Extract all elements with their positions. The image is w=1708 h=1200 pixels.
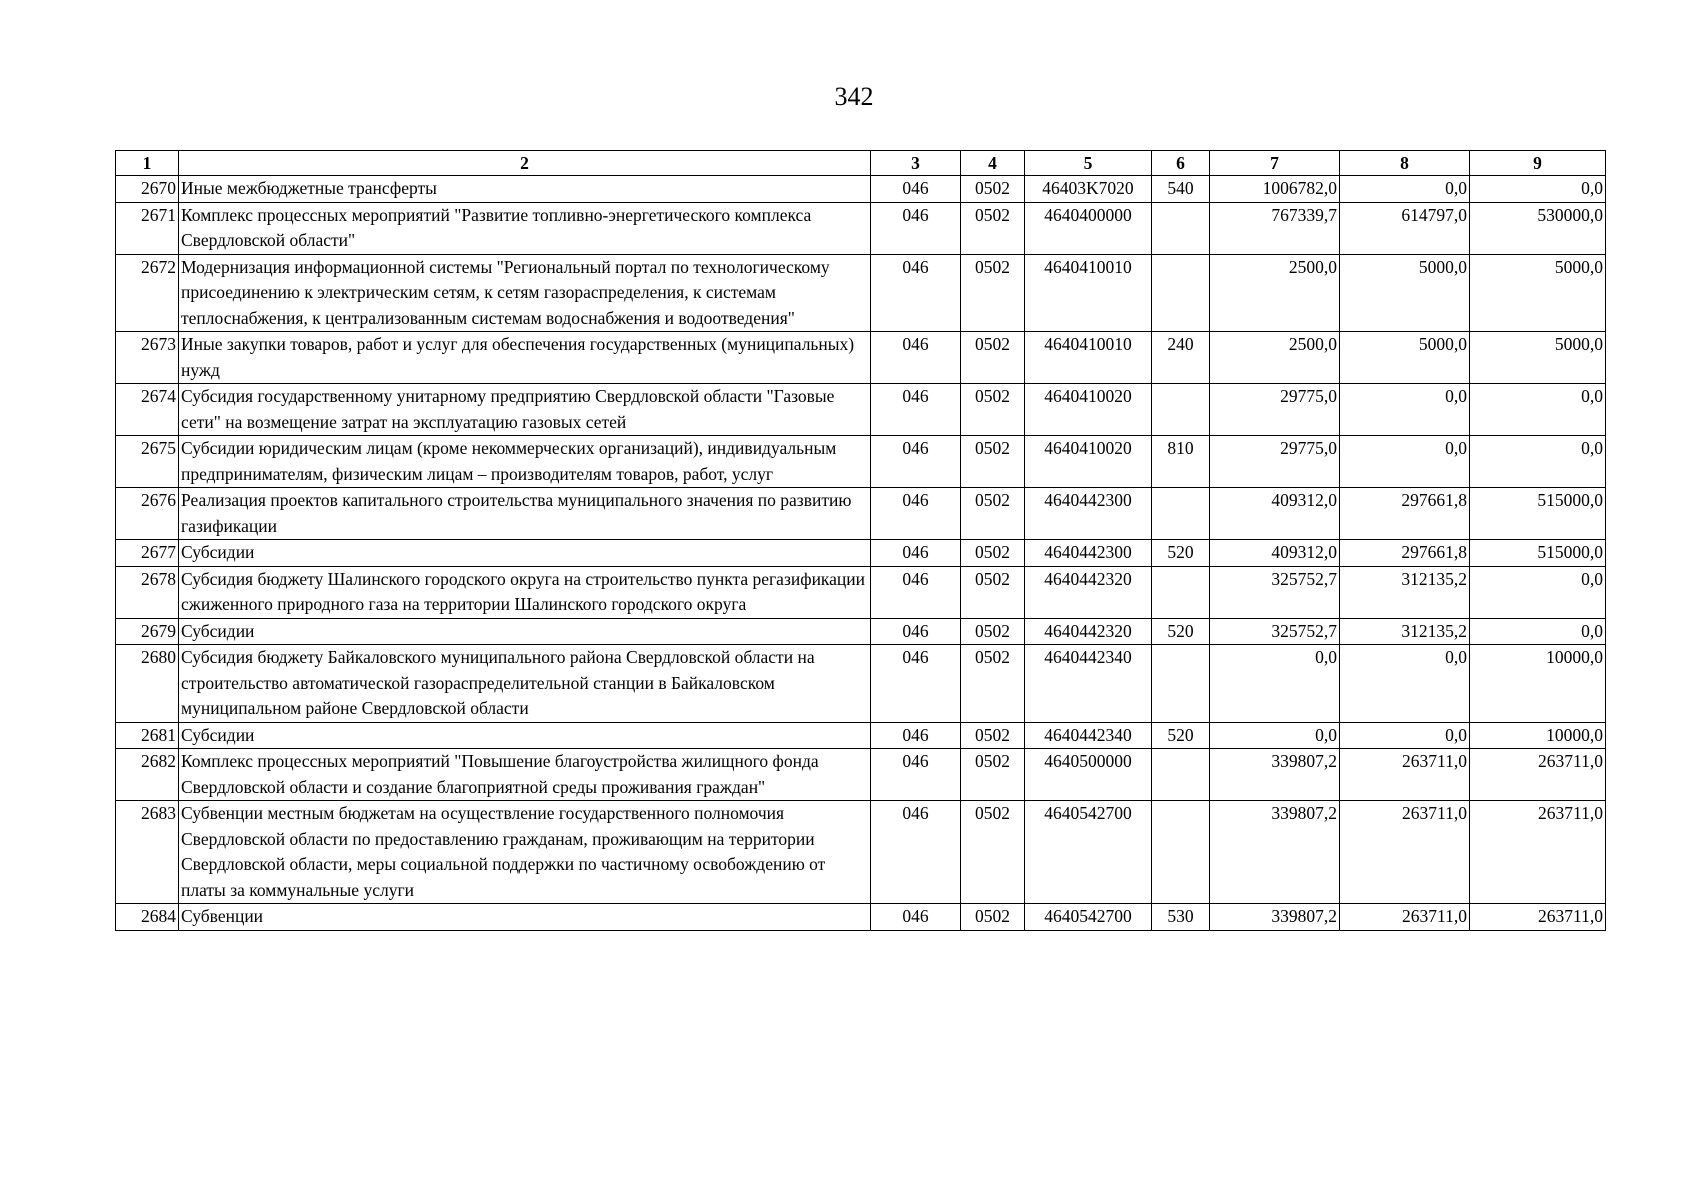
row-number-cell: 2673 bbox=[116, 332, 179, 384]
table-row bbox=[116, 566, 1606, 618]
section-code-cell: 0502 bbox=[961, 436, 1025, 488]
item-name-cell: Субсидии юридическим лицам (кроме некоммерческих организаций), индивидуальным предпринимателям, физическим лицам – производителям товаров, работ, услуг bbox=[179, 436, 871, 488]
ministry-code-cell: 046 bbox=[871, 384, 961, 436]
item-name-cell: Реализация проектов капитального строительства муниципального значения по развитию газификации bbox=[179, 488, 871, 540]
expense-type-cell bbox=[1152, 566, 1210, 618]
target-code-cell: 4640442320 bbox=[1025, 566, 1152, 618]
item-name-cell: Иные межбюджетные трансферты bbox=[179, 176, 871, 203]
target-code-cell: 46403K7020 bbox=[1025, 176, 1152, 203]
table-body bbox=[116, 176, 1606, 931]
ministry-code-cell: 046 bbox=[871, 566, 961, 618]
amount-col7-cell: 0,0 bbox=[1210, 722, 1340, 749]
expense-type-cell bbox=[1152, 801, 1210, 904]
amount-col8-cell: 0,0 bbox=[1340, 436, 1470, 488]
table-row bbox=[116, 384, 1606, 436]
table-row bbox=[116, 436, 1606, 488]
table-row bbox=[116, 488, 1606, 540]
amount-col8-cell: 297661,8 bbox=[1340, 540, 1470, 567]
row-number-cell: 2684 bbox=[116, 904, 179, 931]
amount-col8-cell: 5000,0 bbox=[1340, 332, 1470, 384]
row-number-cell: 2678 bbox=[116, 566, 179, 618]
target-code-cell: 4640410020 bbox=[1025, 436, 1152, 488]
amount-col8-cell: 263711,0 bbox=[1340, 749, 1470, 801]
item-name-cell: Субсидия государственному унитарному предприятию Свердловской области "Газовые сети" на возмещение затрат на эксплуатацию газовых сетей bbox=[179, 384, 871, 436]
row-number-cell: 2682 bbox=[116, 749, 179, 801]
column-header: 3 bbox=[871, 151, 961, 176]
section-code-cell: 0502 bbox=[961, 254, 1025, 332]
expense-type-cell: 810 bbox=[1152, 436, 1210, 488]
expense-type-cell: 520 bbox=[1152, 540, 1210, 567]
amount-col9-cell: 5000,0 bbox=[1470, 332, 1606, 384]
section-code-cell: 0502 bbox=[961, 722, 1025, 749]
expense-type-cell: 540 bbox=[1152, 176, 1210, 203]
amount-col7-cell: 2500,0 bbox=[1210, 254, 1340, 332]
section-code-cell: 0502 bbox=[961, 749, 1025, 801]
target-code-cell: 4640410010 bbox=[1025, 254, 1152, 332]
amount-col9-cell: 0,0 bbox=[1470, 566, 1606, 618]
target-code-cell: 4640442300 bbox=[1025, 488, 1152, 540]
amount-col9-cell: 10000,0 bbox=[1470, 645, 1606, 723]
ministry-code-cell: 046 bbox=[871, 488, 961, 540]
amount-col7-cell: 2500,0 bbox=[1210, 332, 1340, 384]
target-code-cell: 4640410010 bbox=[1025, 332, 1152, 384]
expense-type-cell bbox=[1152, 488, 1210, 540]
amount-col8-cell: 263711,0 bbox=[1340, 801, 1470, 904]
amount-col7-cell: 409312,0 bbox=[1210, 540, 1340, 567]
table-row bbox=[116, 645, 1606, 723]
amount-col7-cell: 767339,7 bbox=[1210, 202, 1340, 254]
amount-col8-cell: 0,0 bbox=[1340, 645, 1470, 723]
row-number-cell: 2683 bbox=[116, 801, 179, 904]
ministry-code-cell: 046 bbox=[871, 645, 961, 723]
amount-col7-cell: 339807,2 bbox=[1210, 801, 1340, 904]
amount-col9-cell: 515000,0 bbox=[1470, 540, 1606, 567]
table-row bbox=[116, 332, 1606, 384]
amount-col9-cell: 10000,0 bbox=[1470, 722, 1606, 749]
item-name-cell: Модернизация информационной системы "Региональный портал по технологическому присоединению к электрическим сетям, к сетям газораспределения, к системам теплоснабжения, к централизованным системам водоснабжения и водоотведения" bbox=[179, 254, 871, 332]
amount-col7-cell: 29775,0 bbox=[1210, 384, 1340, 436]
target-code-cell: 4640442300 bbox=[1025, 540, 1152, 567]
section-code-cell: 0502 bbox=[961, 384, 1025, 436]
ministry-code-cell: 046 bbox=[871, 618, 961, 645]
item-name-cell: Субсидии bbox=[179, 722, 871, 749]
amount-col7-cell: 325752,7 bbox=[1210, 566, 1340, 618]
amount-col9-cell: 515000,0 bbox=[1470, 488, 1606, 540]
section-code-cell: 0502 bbox=[961, 202, 1025, 254]
target-code-cell: 4640442340 bbox=[1025, 645, 1152, 723]
ministry-code-cell: 046 bbox=[871, 722, 961, 749]
ministry-code-cell: 046 bbox=[871, 254, 961, 332]
column-header: 7 bbox=[1210, 151, 1340, 176]
target-code-cell: 4640542700 bbox=[1025, 801, 1152, 904]
target-code-cell: 4640542700 bbox=[1025, 904, 1152, 931]
section-code-cell: 0502 bbox=[961, 540, 1025, 567]
item-name-cell: Субсидия бюджету Байкаловского муниципального района Свердловской области на строительство автоматической газораспределительной станции в Байкаловском муниципальном районе Свердловской области bbox=[179, 645, 871, 723]
expense-type-cell bbox=[1152, 645, 1210, 723]
column-header: 9 bbox=[1470, 151, 1606, 176]
column-header: 5 bbox=[1025, 151, 1152, 176]
column-header: 8 bbox=[1340, 151, 1470, 176]
section-code-cell: 0502 bbox=[961, 488, 1025, 540]
section-code-cell: 0502 bbox=[961, 332, 1025, 384]
column-header: 6 bbox=[1152, 151, 1210, 176]
expense-type-cell bbox=[1152, 384, 1210, 436]
ministry-code-cell: 046 bbox=[871, 749, 961, 801]
target-code-cell: 4640500000 bbox=[1025, 749, 1152, 801]
amount-col9-cell: 263711,0 bbox=[1470, 749, 1606, 801]
item-name-cell: Комплекс процессных мероприятий "Повышение благоустройства жилищного фонда Свердловской области и создание благоприятной среды проживания граждан" bbox=[179, 749, 871, 801]
section-code-cell: 0502 bbox=[961, 645, 1025, 723]
ministry-code-cell: 046 bbox=[871, 540, 961, 567]
amount-col7-cell: 29775,0 bbox=[1210, 436, 1340, 488]
amount-col8-cell: 297661,8 bbox=[1340, 488, 1470, 540]
section-code-cell: 0502 bbox=[961, 801, 1025, 904]
amount-col9-cell: 263711,0 bbox=[1470, 904, 1606, 931]
item-name-cell: Субсидии bbox=[179, 540, 871, 567]
section-code-cell: 0502 bbox=[961, 904, 1025, 931]
section-code-cell: 0502 bbox=[961, 566, 1025, 618]
ministry-code-cell: 046 bbox=[871, 436, 961, 488]
target-code-cell: 4640442340 bbox=[1025, 722, 1152, 749]
target-code-cell: 4640442320 bbox=[1025, 618, 1152, 645]
amount-col9-cell: 0,0 bbox=[1470, 436, 1606, 488]
item-name-cell: Комплекс процессных мероприятий "Развитие топливно-энергетического комплекса Свердловской области" bbox=[179, 202, 871, 254]
ministry-code-cell: 046 bbox=[871, 801, 961, 904]
amount-col7-cell: 339807,2 bbox=[1210, 904, 1340, 931]
amount-col9-cell: 0,0 bbox=[1470, 176, 1606, 203]
table-row bbox=[116, 176, 1606, 203]
amount-col8-cell: 5000,0 bbox=[1340, 254, 1470, 332]
section-code-cell: 0502 bbox=[961, 618, 1025, 645]
amount-col9-cell: 263711,0 bbox=[1470, 801, 1606, 904]
expense-type-cell: 520 bbox=[1152, 722, 1210, 749]
expense-type-cell bbox=[1152, 749, 1210, 801]
amount-col8-cell: 312135,2 bbox=[1340, 566, 1470, 618]
item-name-cell: Субвенции bbox=[179, 904, 871, 931]
amount-col8-cell: 0,0 bbox=[1340, 176, 1470, 203]
section-code-cell: 0502 bbox=[961, 176, 1025, 203]
header-row bbox=[116, 151, 1606, 176]
row-number-cell: 2672 bbox=[116, 254, 179, 332]
amount-col8-cell: 0,0 bbox=[1340, 722, 1470, 749]
amount-col7-cell: 0,0 bbox=[1210, 645, 1340, 723]
expense-type-cell bbox=[1152, 202, 1210, 254]
amount-col8-cell: 614797,0 bbox=[1340, 202, 1470, 254]
amount-col9-cell: 0,0 bbox=[1470, 384, 1606, 436]
row-number-cell: 2677 bbox=[116, 540, 179, 567]
amount-col8-cell: 312135,2 bbox=[1340, 618, 1470, 645]
row-number-cell: 2674 bbox=[116, 384, 179, 436]
row-number-cell: 2681 bbox=[116, 722, 179, 749]
amount-col9-cell: 5000,0 bbox=[1470, 254, 1606, 332]
row-number-cell: 2670 bbox=[116, 176, 179, 203]
amount-col9-cell: 530000,0 bbox=[1470, 202, 1606, 254]
ministry-code-cell: 046 bbox=[871, 176, 961, 203]
amount-col7-cell: 1006782,0 bbox=[1210, 176, 1340, 203]
column-header: 4 bbox=[961, 151, 1025, 176]
page-number: 342 bbox=[834, 82, 874, 111]
table-row bbox=[116, 618, 1606, 645]
amount-col7-cell: 409312,0 bbox=[1210, 488, 1340, 540]
item-name-cell: Иные закупки товаров, работ и услуг для обеспечения государственных (муниципальных) нужд bbox=[179, 332, 871, 384]
expense-type-cell: 240 bbox=[1152, 332, 1210, 384]
target-code-cell: 4640410020 bbox=[1025, 384, 1152, 436]
amount-col7-cell: 339807,2 bbox=[1210, 749, 1340, 801]
table-row bbox=[116, 801, 1606, 904]
row-number-cell: 2679 bbox=[116, 618, 179, 645]
expense-type-cell: 530 bbox=[1152, 904, 1210, 931]
amount-col8-cell: 0,0 bbox=[1340, 384, 1470, 436]
row-number-cell: 2680 bbox=[116, 645, 179, 723]
item-name-cell: Субсидии bbox=[179, 618, 871, 645]
column-header: 2 bbox=[179, 151, 871, 176]
target-code-cell: 4640400000 bbox=[1025, 202, 1152, 254]
amount-col7-cell: 325752,7 bbox=[1210, 618, 1340, 645]
amount-col8-cell: 263711,0 bbox=[1340, 904, 1470, 931]
expense-type-cell: 520 bbox=[1152, 618, 1210, 645]
row-number-cell: 2671 bbox=[116, 202, 179, 254]
expense-type-cell bbox=[1152, 254, 1210, 332]
table-row bbox=[116, 904, 1606, 931]
table-row bbox=[116, 722, 1606, 749]
table-row bbox=[116, 749, 1606, 801]
item-name-cell: Субсидия бюджету Шалинского городского округа на строительство пункта регазификации сжиженного природного газа на территории Шалинского городского округа bbox=[179, 566, 871, 618]
amount-col9-cell: 0,0 bbox=[1470, 618, 1606, 645]
ministry-code-cell: 046 bbox=[871, 904, 961, 931]
table-row bbox=[116, 540, 1606, 567]
row-number-cell: 2676 bbox=[116, 488, 179, 540]
budget-table bbox=[115, 150, 1606, 931]
ministry-code-cell: 046 bbox=[871, 332, 961, 384]
ministry-code-cell: 046 bbox=[871, 202, 961, 254]
item-name-cell: Субвенции местным бюджетам на осуществление государственного полномочия Свердловской области по предоставлению гражданам, проживающим на территории Свердловской области, меры социальной поддержки по частичному освобождению от платы за коммунальные услуги bbox=[179, 801, 871, 904]
table-row bbox=[116, 254, 1606, 332]
column-header: 1 bbox=[116, 151, 179, 176]
table-row bbox=[116, 202, 1606, 254]
row-number-cell: 2675 bbox=[116, 436, 179, 488]
